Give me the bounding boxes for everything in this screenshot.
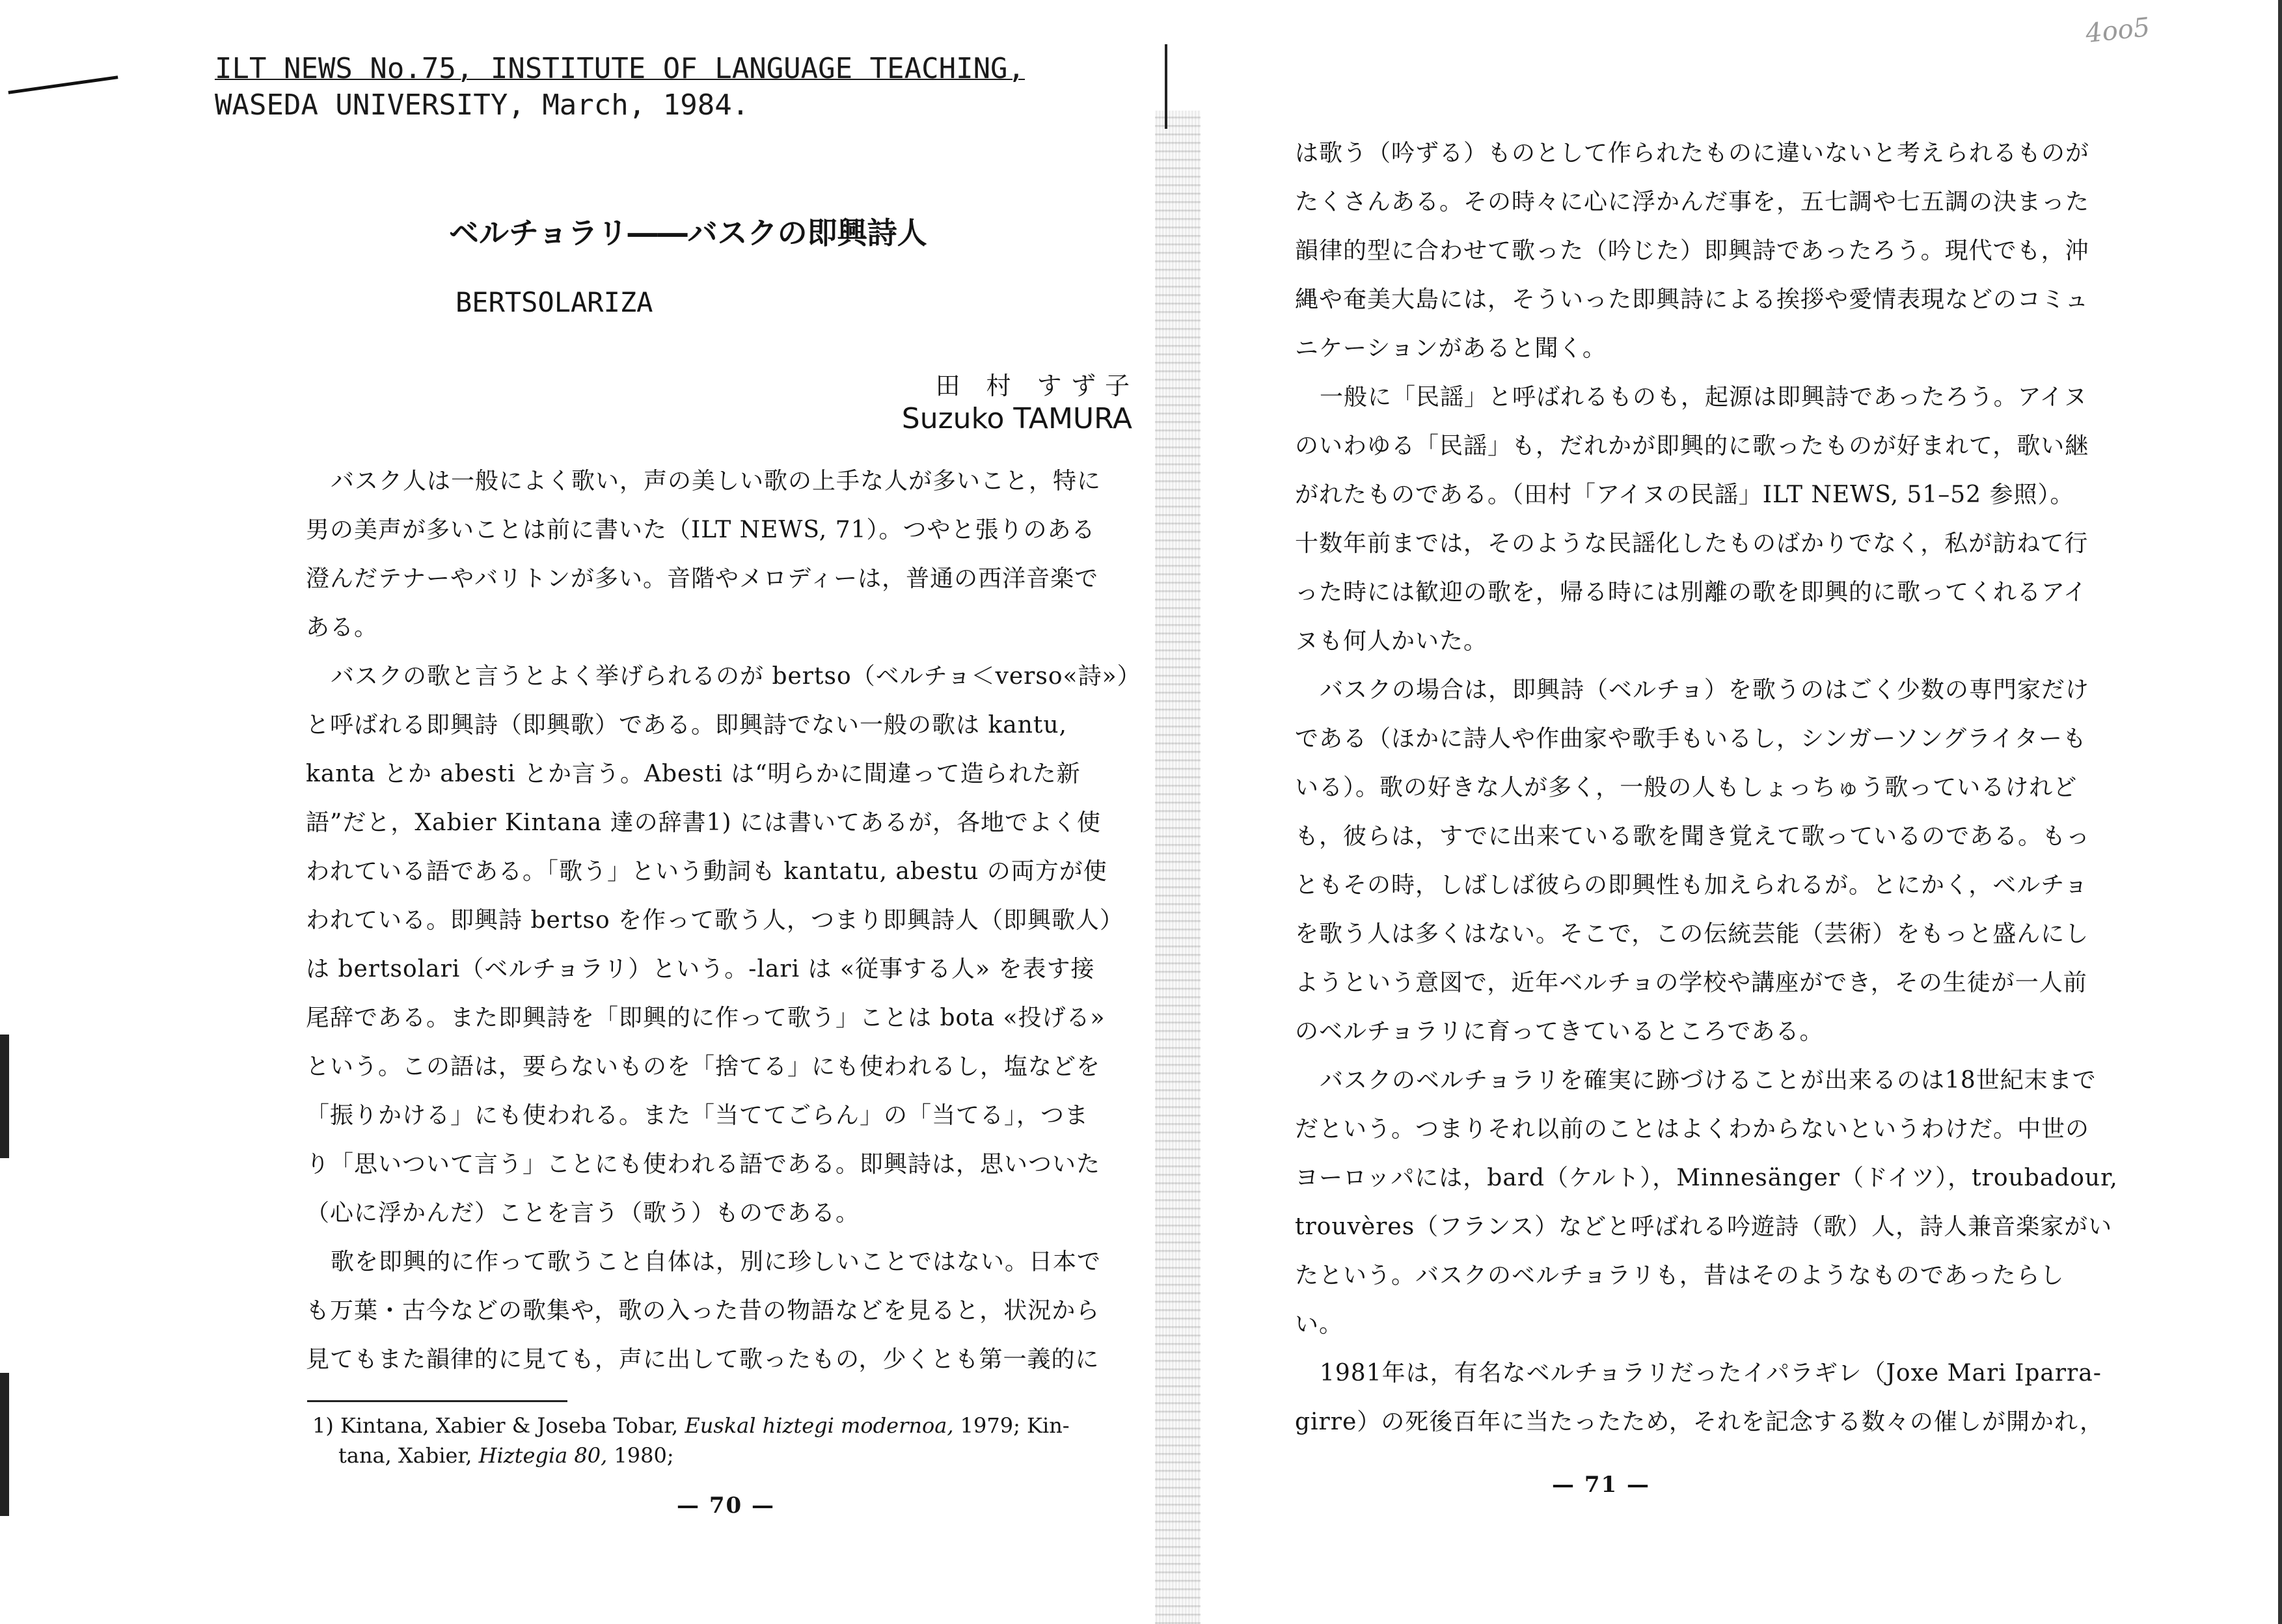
body-line: という。この語は，要らないものを「捨てる」にも使われるし，塩などを (306, 1053, 1101, 1080)
body-line: たくさんある。その時々に心に浮かんだ事を，五七調や七五調の決まった (1295, 189, 2090, 215)
body-line: った時には歓迎の歌を，帰る時には別離の歌を即興的に歌ってくれるアイ (1295, 579, 2087, 606)
body-line: ある。 (306, 614, 379, 641)
body-line: 男の美声が多いことは前に書いた（ILT NEWS, 71）。つやと張りのある (306, 517, 1096, 543)
body-line: 一般に「民謡」と呼ばれるものも，起源は即興詩であったろう。アイヌ (1320, 384, 2088, 411)
footnote-title-2: Hiztegia 80, (478, 1443, 608, 1468)
body-line: 縄や奄美大島には，そういった即興詩による挨拶や愛情表現などのコミュ (1295, 286, 2089, 313)
page-number-left: — 70 — (677, 1493, 775, 1519)
body-line: 歌を即興的に作って歌うこと自体は，別に珍しいことではない。日本で (331, 1249, 1102, 1275)
footnote (312, 1411, 1152, 1470)
masthead-line-2: WASEDA UNIVERSITY, March, 1984. (215, 88, 750, 122)
body-line: kanta とか abesti とか言う。Abesti は“明らかに間違って造られた新 (306, 761, 1081, 787)
footnote-title-1: Euskal hiztegi modernoa, (685, 1413, 954, 1438)
author-name-romanized: Suzuko TAMURA (901, 402, 1132, 435)
footnote-authors: Kintana, Xabier & Joseba Tobar, (340, 1413, 679, 1438)
body-line: がれたものである。（田村「アイヌの民謡」ILT NEWS, 51–52 参照）。 (1295, 481, 2074, 508)
body-line: ニケーションがあると聞く。 (1295, 335, 1607, 362)
body-line: バスクの歌と言うとよく挙げられるのが bertso（ベルチョ＜verso«詩»） (331, 663, 1141, 690)
article-subtitle: BERTSOLARIZA (455, 286, 653, 318)
body-line: い。 (1295, 1311, 1344, 1338)
handwritten-corner-note: 4oo5 (2084, 12, 2152, 49)
body-line: ようという意図で，近年ベルチョの学校や講座ができ，その生徒が一人前 (1295, 969, 2087, 996)
footnote-label: 1) (312, 1413, 334, 1438)
body-line: のベルチョラリに育ってきているところである。 (1295, 1018, 1824, 1045)
body-line: バスクのベルチョラリを確実に跡づけることが出来るのは18世紀末まで (1320, 1067, 2097, 1094)
body-line: われている。即興詩 bertso を作って歌う人，つまり即興詩人（即興歌人） (306, 907, 1124, 934)
body-line: は bertsolari（ベルチョラリ）という。-lari は «従事する人» を表す接 (306, 956, 1095, 982)
body-line: 尾辞である。また即興詩を「即興的に作って歌う」ことは bota «投げる» (306, 1005, 1106, 1031)
left-page-body (306, 457, 1141, 1384)
page-number-right: — 71 — (1552, 1472, 1650, 1498)
masthead-bracket (1165, 44, 1167, 129)
footnote-year-2: 1980; (614, 1443, 674, 1468)
footnote-rule (307, 1400, 567, 1402)
body-line: と呼ばれる即興詩（即興歌）である。即興詩でない一般の歌は kantu, (306, 712, 1068, 738)
body-line: 澄んだテナーやバリトンが多い。音階やメロディーは，普通の西洋音楽で (306, 565, 1099, 592)
masthead-line-1: ILT NEWS No.75, INSTITUTE OF LANGUAGE TEACHING, (215, 52, 1026, 85)
body-line: は歌う（吟ずる）ものとして作られたものに違いないと考えられるものが (1295, 140, 2090, 167)
body-line: われている語である。「歌う」という動詞も kantatu, abestu の両方が使 (306, 858, 1107, 885)
body-line: を歌う人は多くはない。そこで，この伝統芸能（芸術）をもっと盛んにし (1295, 921, 2089, 947)
body-line: だという。つまりそれ以前のことはよくわからないというわけだ。中世の (1295, 1116, 2090, 1143)
body-line: も万葉・古今などの歌集や，歌の入った昔の物語などを見ると，状況から (306, 1297, 1100, 1324)
footnote-line-2 (312, 1441, 1152, 1470)
body-line: girre）の死後百年に当たったため，それを記念する数々の催しが開かれ， (1295, 1409, 2104, 1435)
body-line: のいわゆる「民謡」も，だれかが即興的に歌ったものが好まれて，歌い継 (1295, 433, 2089, 459)
body-line: である（ほかに詩人や作曲家や歌手もいるし，シンガーソングライターも (1295, 725, 2087, 752)
footnote-year-1: 1979; Kin- (960, 1413, 1070, 1438)
article-title: ベルチョラリ――バスクの即興詩人 (449, 215, 927, 250)
right-page (1171, 0, 2282, 1624)
body-line: も，彼らは，すでに出来ている歌を聞き覚えて歌っているのである。もっ (1295, 823, 2091, 850)
body-line: （心に浮かんだ）ことを言う（歌う）ものである。 (306, 1200, 860, 1226)
footnote-author-2: tana, Xabier, (338, 1443, 472, 1468)
body-line: ヨーロッパには，bard（ケルト），Minnesänger（ドイツ），troubadour, (1295, 1165, 2118, 1191)
body-line: 十数年前までは，そのような民謡化したものばかりでなく，私が訪ねて行 (1295, 530, 2089, 557)
body-line: trouvères（フランス）などと呼ばれる吟遊詩（歌）人，詩人兼音楽家がい (1295, 1213, 2113, 1240)
body-line: たという。バスクのベルチョラリも，昔はそのようなものであったらし (1295, 1262, 2065, 1289)
body-line: り「思いついて言う」ことにも使われる語である。即興詩は，思いついた (306, 1151, 1101, 1178)
right-page-body (1295, 129, 2141, 1446)
footnote-line-1 (312, 1411, 1152, 1441)
body-line: 「振りかける」にも使われる。また「当ててごらん」の「当てる」，つま (306, 1102, 1089, 1129)
body-line: ともその時，しばしば彼らの即興性も加えられるが。とにかく，ベルチョ (1295, 872, 2089, 899)
body-line: 韻律的型に合わせて歌った（吟じた）即興詩であったろう。現代でも，沖 (1295, 237, 2089, 264)
body-line: ヌも何人かいた。 (1295, 628, 1488, 655)
body-line: バスクの場合は，即興詩（ベルチョ）を歌うのはごく少数の専門家だけ (1320, 677, 2089, 703)
body-line: 語”だと，Xabier Kintana 達の辞書1) には書いてあるが，各地でよく使 (306, 809, 1102, 836)
body-line: 1981年は，有名なベルチョラリだったイパラギレ（Joxe Mari Iparra- (1320, 1360, 2102, 1387)
body-line: バスク人は一般によく歌い，声の美しい歌の上手な人が多いこと，特に (331, 468, 1102, 494)
body-line: いる）。歌の好きな人が多く，一般の人もしょっちゅう歌っているけれど (1295, 774, 2078, 801)
author-name-japanese: 田 村 すず子 (935, 372, 1139, 400)
journal-masthead (215, 51, 1165, 124)
body-line: 見てもまた韻律的に見ても，声に出して歌ったもの，少くとも第一義的に (306, 1346, 1100, 1373)
